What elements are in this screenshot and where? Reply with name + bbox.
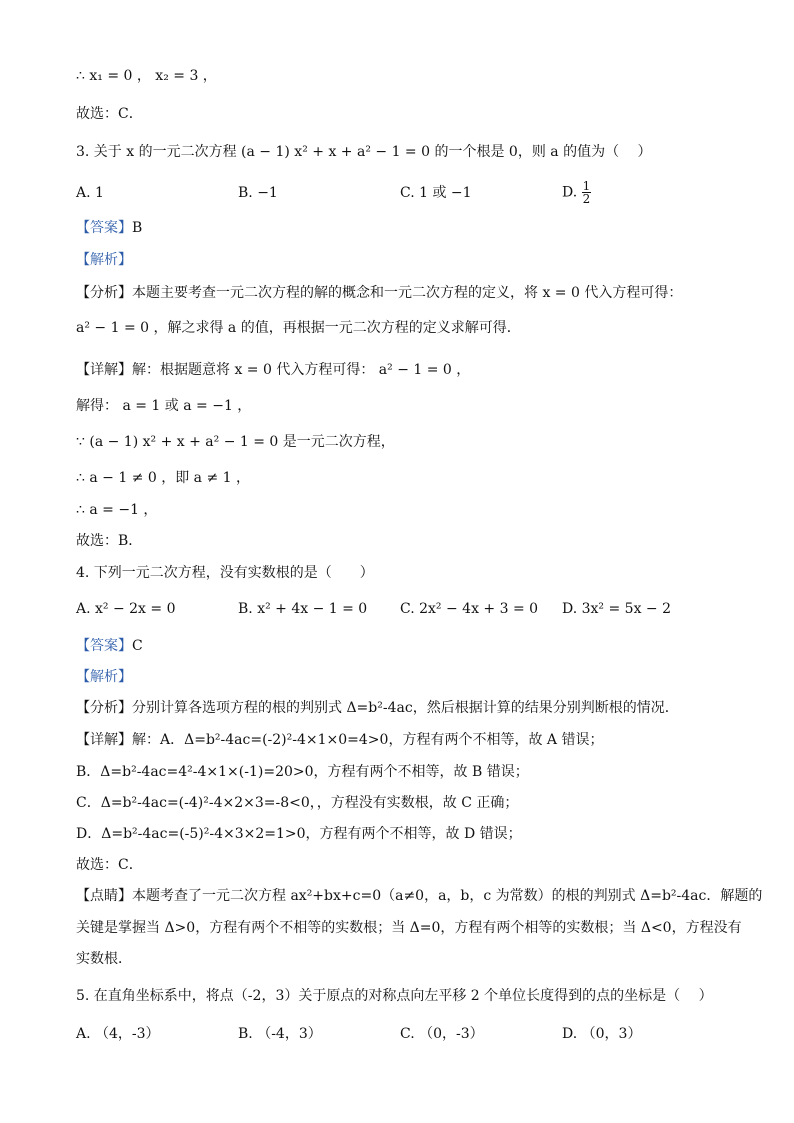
answer-3 (76, 218, 142, 238)
detail-3-line4: ∴ a − 1 ≠ 0 ，即 a ≠ 1 ， (76, 470, 251, 486)
key-point-line1 (76, 886, 762, 906)
fenxi-tag: 【分析】 (76, 285, 132, 301)
q4-option-d: D. 3x² = 5x − 2 (562, 601, 672, 617)
answer-value: C (132, 638, 143, 654)
detail-3-line2: 解得： a = 1 或 a = −1 ， (76, 398, 252, 414)
q4-option-c: C. 2x² − 4x + 3 = 0 (400, 601, 539, 617)
dianjing-tag: 【点睛】 (76, 888, 132, 904)
q3-option-d-prefix: D. (562, 184, 578, 201)
fenxi-text: 分别计算各选项方程的根的判别式 Δ=b²-4ac，然后根据计算的结果分别判断根的情况． (132, 700, 679, 716)
detail-4-line2: B．Δ=b²-4ac=4²-4×1×(-1)=20>0，方程有两个不相等，故 B 错误； (76, 764, 529, 780)
q5-option-b: B. （-4，3） (238, 1026, 322, 1042)
detail-4-line5: 故选：C． (76, 857, 143, 873)
question-4: 4. 下列一元二次方程，没有实数根的是（ ） (76, 565, 374, 581)
analysis-tag-4: 【解析】 (76, 669, 132, 685)
q4-option-a: A. x² − 2x = 0 (76, 601, 176, 617)
fraction-numerator: 1 (582, 179, 591, 193)
detail-3-line6: 故选：B． (76, 533, 143, 549)
detail-3-line3: ∵ (a − 1) x² + x + a² − 1 = 0 是一元二次方程， (76, 434, 395, 450)
question-3: 3. 关于 x 的一元二次方程 (a − 1) x² + x + a² − 1 = 0 的一个根是 0，则 a 的值为（ ） (76, 144, 652, 160)
xiangjie-tag: 【详解】 (76, 362, 132, 378)
dianjing-text: 本题考查了一元二次方程 ax²+bx+c=0（a≠0，a，b，c 为常数）的根的判别式 Δ=b²-4ac．解题的 (132, 888, 763, 904)
q5-option-a: A. （4，-3） (76, 1026, 160, 1042)
answer-value: B (132, 220, 143, 236)
fraction-one-half (582, 180, 592, 205)
fenxi-tag: 【分析】 (76, 700, 132, 716)
key-point-line3: 实数根． (76, 951, 132, 967)
detail-3-line5: ∴ a = −1 ， (76, 502, 158, 518)
q5-option-d: D. （0，3） (562, 1026, 642, 1042)
detail-3-line1 (76, 360, 470, 380)
detail-4-line3: C．Δ=b²-4ac=(-4)²-4×2×3=-8<0，，方程没有实数根，故 C 正确； (76, 795, 519, 811)
q3-option-a: A. 1 (76, 185, 104, 201)
analysis-3-line1 (76, 283, 682, 303)
xiangjie-text: 解：根据题意将 x = 0 代入方程可得： a² − 1 = 0 ， (132, 362, 471, 378)
line-choice-c: 故选：C． (76, 106, 143, 122)
xiangjie-tag: 【详解】 (76, 732, 132, 748)
answer-4 (76, 636, 143, 656)
q3-option-d (562, 180, 591, 205)
detail-4-line1 (76, 730, 603, 750)
fenxi-text: 本题主要考查一元二次方程的解的概念和一元二次方程的定义，将 x = 0 代入方程可得： (132, 285, 683, 301)
q5-option-c: C. （0，-3） (400, 1026, 484, 1042)
analysis-3-line2: a² − 1 = 0 ，解之求得 a 的值，再根据一元二次方程的定义求解可得． (76, 320, 521, 336)
analysis-tag-3: 【解析】 (76, 252, 132, 268)
detail-4-line4: D．Δ=b²-4ac=(-5)²-4×3×2=1>0，方程有两个不相等，故 D 错误； (76, 826, 522, 842)
answer-tag: 【答案】 (76, 638, 132, 654)
q4-option-b: B. x² + 4x − 1 = 0 (238, 601, 368, 617)
answer-tag: 【答案】 (76, 220, 132, 236)
line-roots: ∴ x₁ = 0 ， x₂ = 3 ， (76, 68, 217, 84)
xiangjie-text: 解：A．Δ=b²-4ac=(-2)²-4×1×0=4>0，方程有两个不相等，故 A 错误； (132, 732, 604, 748)
fraction-denominator: 2 (582, 192, 591, 206)
question-5: 5. 在直角坐标系中，将点（-2，3）关于原点的对称点向左平移 2 个单位长度得到的点的坐标是（ ） (76, 988, 713, 1004)
key-point-line2: 关键是掌握当 Δ>0，方程有两个不相等的实数根；当 Δ=0，方程有两个相等的实数根；当 Δ<0，方程没有 (76, 920, 742, 936)
q3-option-b: B. −1 (238, 185, 278, 201)
analysis-4 (76, 698, 679, 718)
q3-option-c: C. 1 或 −1 (400, 185, 472, 201)
